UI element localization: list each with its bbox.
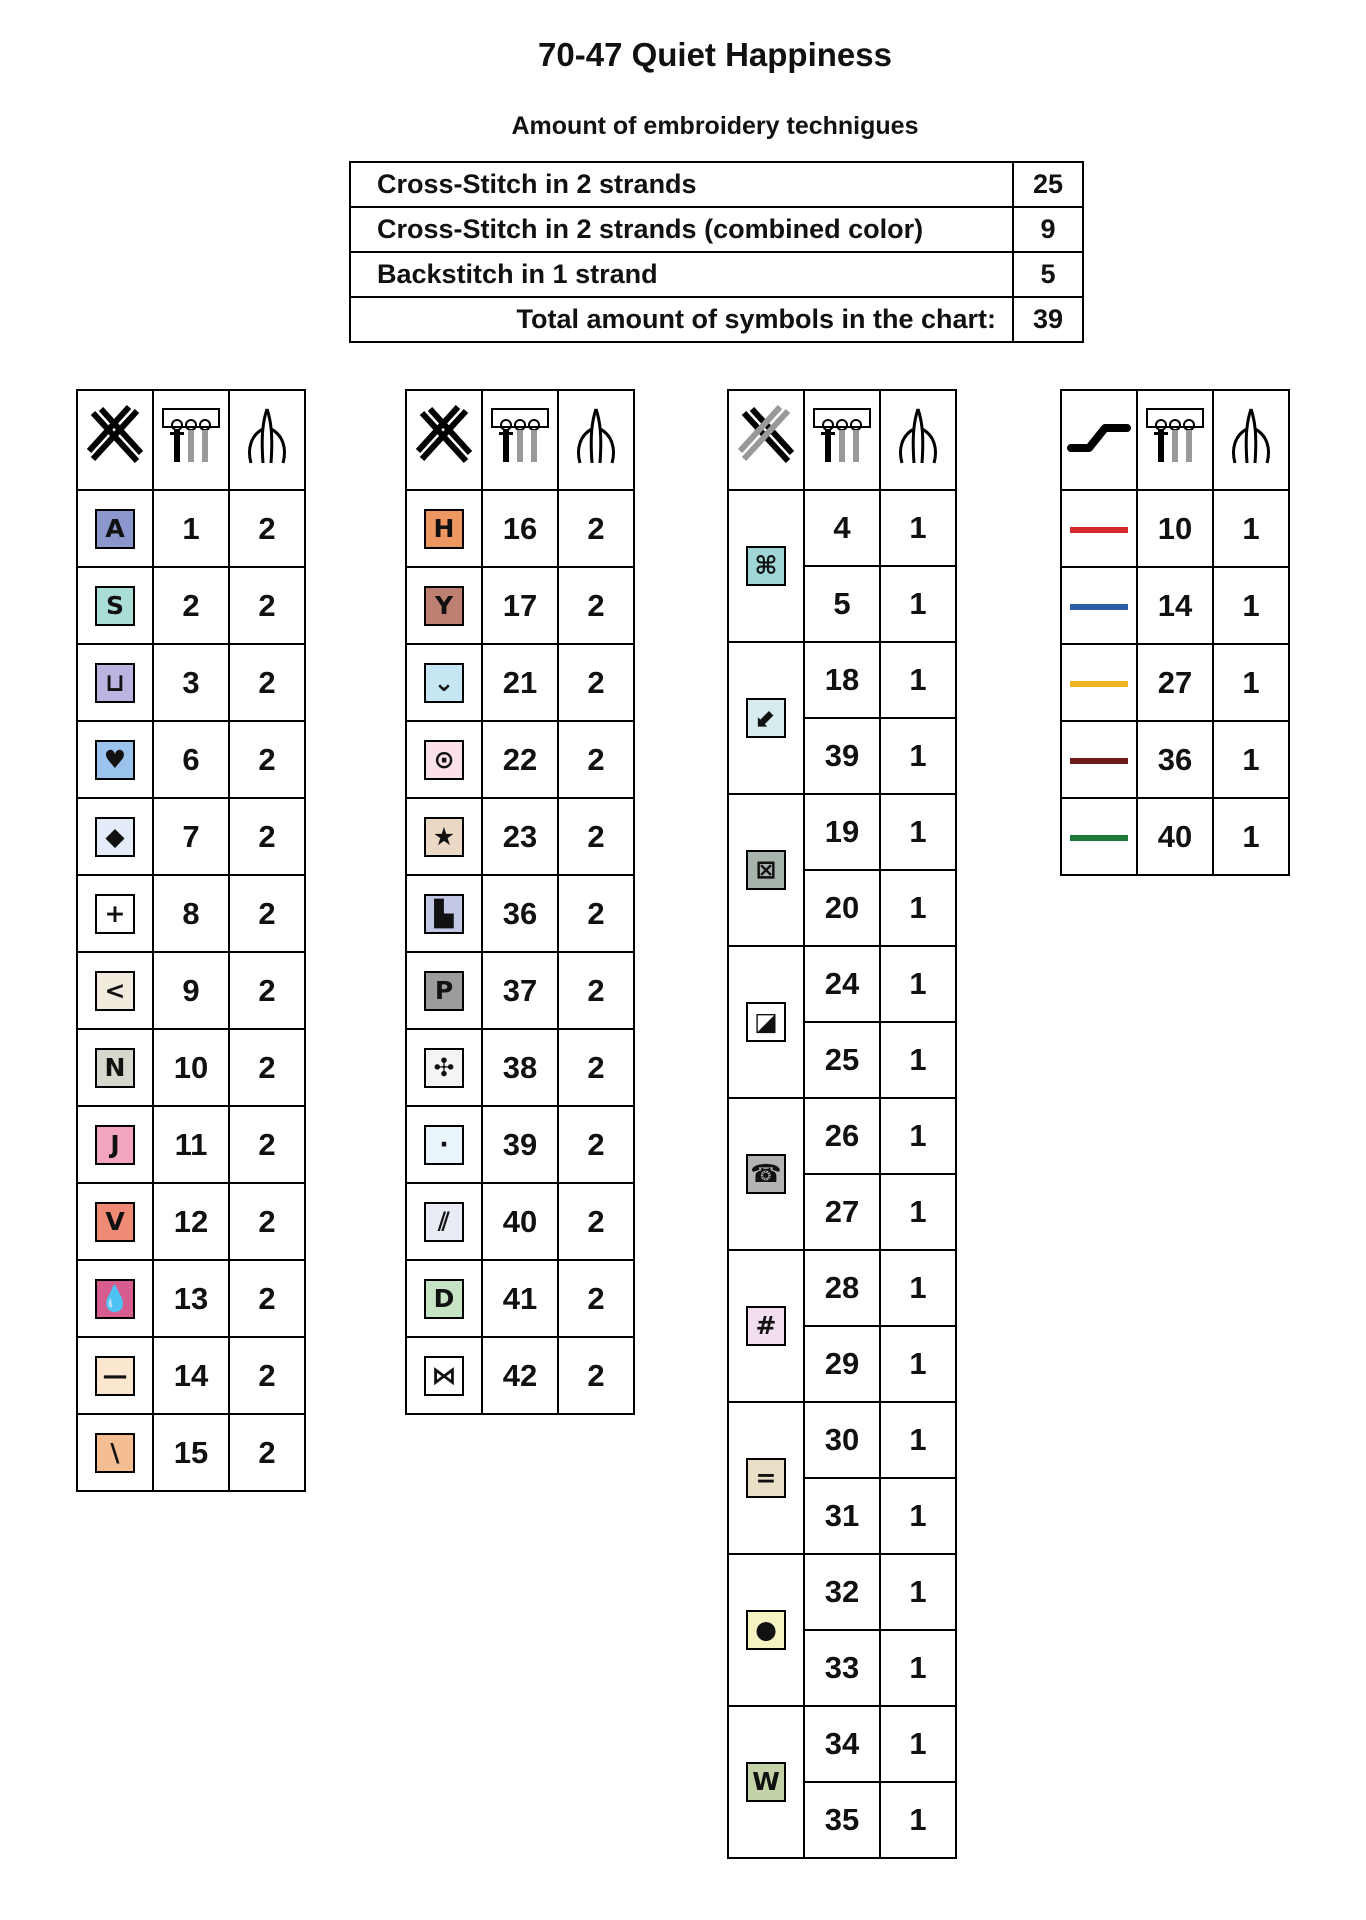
- symbol-cell: [77, 1106, 153, 1183]
- key-header-row: [77, 390, 305, 490]
- backstitch-line: [1070, 758, 1128, 764]
- color-number: 40: [482, 1183, 558, 1260]
- key-row: [77, 875, 305, 952]
- symbol-cell: [77, 1414, 153, 1491]
- strand-count: 1: [880, 1326, 956, 1402]
- strand-count: 1: [880, 1174, 956, 1250]
- chart-symbol: 💧: [95, 1279, 135, 1319]
- color-number: 33: [804, 1630, 880, 1706]
- symbol-cell: [77, 875, 153, 952]
- strand-count: 1: [880, 1250, 956, 1326]
- floss-threads-icon: [160, 405, 222, 475]
- color-number: 28: [804, 1250, 880, 1326]
- chart-symbol: ⬋: [746, 698, 786, 738]
- cross-stitch-icon: [416, 405, 472, 475]
- chart-symbol: ⊙: [424, 740, 464, 780]
- chart-symbol: #: [746, 1306, 786, 1346]
- color-number: 27: [804, 1174, 880, 1250]
- key-row: [406, 721, 634, 798]
- chart-symbol: ⌄: [424, 663, 464, 703]
- color-number: 25: [804, 1022, 880, 1098]
- color-number: 6: [153, 721, 229, 798]
- symbol-cell: [1061, 644, 1137, 721]
- color-number: 12: [153, 1183, 229, 1260]
- backstitch-icon-header: [1061, 390, 1137, 490]
- strand-count: 2: [229, 1183, 305, 1260]
- symbol-cell: [1061, 490, 1137, 567]
- chart-symbol: ✣: [424, 1048, 464, 1088]
- strand-count: 1: [880, 1022, 956, 1098]
- key-row: [406, 875, 634, 952]
- combined-color-key-table: [727, 389, 957, 1859]
- chart-symbol: A: [95, 509, 135, 549]
- symbol-cell: [406, 952, 482, 1029]
- floss-threads-icon-header: [482, 390, 558, 490]
- key-header-row: [406, 390, 634, 490]
- color-number: 26: [804, 1098, 880, 1174]
- symbol-cell: [77, 1183, 153, 1260]
- key-row: [728, 1402, 956, 1478]
- color-number: 32: [804, 1554, 880, 1630]
- key-row: [406, 1260, 634, 1337]
- chart-symbol: ⊠: [746, 850, 786, 890]
- color-number: 39: [482, 1106, 558, 1183]
- strand-count: 1: [880, 1782, 956, 1858]
- chart-symbol: ☎: [746, 1154, 786, 1194]
- symbol-cell: [728, 490, 804, 642]
- strand-count: 2: [229, 1106, 305, 1183]
- key-row: [728, 1554, 956, 1630]
- chart-symbol: ⊔: [95, 663, 135, 703]
- chart-symbol: ·: [424, 1125, 464, 1165]
- strand-count: 1: [880, 1402, 956, 1478]
- key-header-row: [1061, 390, 1289, 490]
- color-number: 13: [153, 1260, 229, 1337]
- color-number: 10: [153, 1029, 229, 1106]
- strand-count: 1: [880, 718, 956, 794]
- color-number: 27: [1137, 644, 1213, 721]
- strand-count: 2: [229, 1337, 305, 1414]
- key-row: [406, 1183, 634, 1260]
- chart-symbol: ⫽: [424, 1202, 464, 1242]
- symbol-cell: [728, 946, 804, 1098]
- key-row: [728, 1706, 956, 1782]
- strand-count: 1: [880, 642, 956, 718]
- color-number: 39: [804, 718, 880, 794]
- color-number: 42: [482, 1337, 558, 1414]
- strand-count: 2: [229, 490, 305, 567]
- chart-symbol: ⋈: [424, 1356, 464, 1396]
- key-row: [77, 567, 305, 644]
- cross-stitch-key-table-1: [76, 389, 306, 1492]
- strand-count: 1: [1213, 490, 1289, 567]
- floss-threads-icon: [811, 405, 873, 475]
- strand-count: 1: [880, 1554, 956, 1630]
- symbol-cell: [406, 1260, 482, 1337]
- strand-count: 2: [558, 1029, 634, 1106]
- symbol-cell: [406, 1029, 482, 1106]
- chart-symbol: S: [95, 586, 135, 626]
- strand-count: 1: [880, 1706, 956, 1782]
- needle-icon: [572, 405, 620, 475]
- strand-count: 2: [558, 952, 634, 1029]
- summary-row: [350, 162, 1083, 207]
- color-number: 36: [1137, 721, 1213, 798]
- chart-symbol: \: [95, 1433, 135, 1473]
- key-header-row: [728, 390, 956, 490]
- symbol-cell: [406, 798, 482, 875]
- backstitch-line: [1070, 835, 1128, 841]
- floss-threads-icon: [489, 405, 551, 475]
- page-title: 70-47 Quiet Happiness: [538, 36, 892, 73]
- cross-stitch-icon: [87, 405, 143, 475]
- symbol-cell: [406, 644, 482, 721]
- symbol-cell: [728, 1402, 804, 1554]
- strand-count: 2: [558, 567, 634, 644]
- floss-threads-icon-header: [153, 390, 229, 490]
- symbol-cell: [77, 721, 153, 798]
- summary-heading: Amount of embroidery technigues: [511, 112, 919, 140]
- color-number: 31: [804, 1478, 880, 1554]
- cross-stitch-icon: [738, 405, 794, 475]
- needle-icon-header: [558, 390, 634, 490]
- color-number: 3: [153, 644, 229, 721]
- strand-count: 2: [229, 875, 305, 952]
- key-row: [406, 490, 634, 567]
- cross-stitch-icon-header: [77, 390, 153, 490]
- color-number: 9: [153, 952, 229, 1029]
- key-row: [728, 490, 956, 566]
- strand-count: 2: [558, 721, 634, 798]
- strand-count: 1: [880, 1630, 956, 1706]
- strand-count: 1: [880, 794, 956, 870]
- color-number: 21: [482, 644, 558, 721]
- strand-count: 1: [880, 490, 956, 566]
- color-number: 18: [804, 642, 880, 718]
- symbol-cell: [77, 567, 153, 644]
- summary-label: Backstitch in 1 strand: [350, 252, 1013, 297]
- summary-row: [350, 252, 1083, 297]
- summary-value: 9: [1013, 207, 1083, 252]
- key-row: [406, 567, 634, 644]
- needle-icon-header: [1213, 390, 1289, 490]
- summary-value: 25: [1013, 162, 1083, 207]
- key-row: [1061, 567, 1289, 644]
- color-number: 22: [482, 721, 558, 798]
- chart-symbol: ◪: [746, 1002, 786, 1042]
- color-number: 15: [153, 1414, 229, 1491]
- key-row: [77, 952, 305, 1029]
- color-number: 19: [804, 794, 880, 870]
- strand-count: 1: [880, 1098, 956, 1174]
- key-row: [1061, 798, 1289, 875]
- strand-count: 2: [229, 798, 305, 875]
- symbol-cell: [406, 1106, 482, 1183]
- strand-count: 1: [1213, 798, 1289, 875]
- key-row: [1061, 721, 1289, 798]
- color-number: 11: [153, 1106, 229, 1183]
- symbol-cell: [406, 490, 482, 567]
- strand-count: 2: [558, 798, 634, 875]
- key-row: [406, 1106, 634, 1183]
- color-number: 41: [482, 1260, 558, 1337]
- color-number: 2: [153, 567, 229, 644]
- key-row: [1061, 490, 1289, 567]
- strand-count: 2: [229, 567, 305, 644]
- strand-count: 2: [229, 721, 305, 798]
- chart-symbol: ●: [746, 1610, 786, 1650]
- chart-symbol: H: [424, 509, 464, 549]
- key-row: [77, 1029, 305, 1106]
- color-number: 35: [804, 1782, 880, 1858]
- strand-count: 2: [558, 1106, 634, 1183]
- symbol-cell: [728, 1250, 804, 1402]
- key-row: [77, 798, 305, 875]
- color-number: 23: [482, 798, 558, 875]
- key-row: [406, 1337, 634, 1414]
- color-number: 4: [804, 490, 880, 566]
- color-number: 24: [804, 946, 880, 1022]
- needle-icon-header: [880, 390, 956, 490]
- symbol-cell: [77, 1260, 153, 1337]
- symbol-cell: [728, 642, 804, 794]
- technique-summary-table: [349, 161, 1084, 343]
- chart-symbol: N: [95, 1048, 135, 1088]
- strand-count: 1: [880, 566, 956, 642]
- key-row: [406, 1029, 634, 1106]
- backstitch-icon: [1067, 416, 1131, 464]
- backstitch-line: [1070, 527, 1128, 533]
- chart-symbol: ⌘: [746, 546, 786, 586]
- color-number: 5: [804, 566, 880, 642]
- chart-symbol: +: [95, 894, 135, 934]
- strand-count: 1: [880, 870, 956, 946]
- symbol-cell: [77, 952, 153, 1029]
- key-row: [728, 794, 956, 870]
- symbol-cell: [1061, 567, 1137, 644]
- key-row: [77, 1260, 305, 1337]
- symbol-cell: [406, 1183, 482, 1260]
- color-number: 17: [482, 567, 558, 644]
- color-number: 1: [153, 490, 229, 567]
- chart-symbol: ▙: [424, 894, 464, 934]
- strand-count: 2: [558, 1337, 634, 1414]
- key-row: [728, 946, 956, 1022]
- symbol-cell: [1061, 721, 1137, 798]
- strand-count: 2: [229, 1414, 305, 1491]
- needle-icon: [894, 405, 942, 475]
- strand-count: 2: [229, 1029, 305, 1106]
- symbol-cell: [728, 1098, 804, 1250]
- backstitch-line: [1070, 604, 1128, 610]
- summary-label: Cross-Stitch in 2 strands: [350, 162, 1013, 207]
- chart-symbol: D: [424, 1279, 464, 1319]
- strand-count: 1: [1213, 567, 1289, 644]
- strand-count: 2: [558, 490, 634, 567]
- strand-count: 2: [558, 1183, 634, 1260]
- symbol-cell: [77, 798, 153, 875]
- color-number: 10: [1137, 490, 1213, 567]
- symbol-cell: [77, 490, 153, 567]
- symbol-cell: [406, 567, 482, 644]
- strand-count: 2: [558, 644, 634, 721]
- symbol-cell: [1061, 798, 1137, 875]
- floss-threads-icon-header: [804, 390, 880, 490]
- symbol-cell: [77, 1337, 153, 1414]
- chart-symbol: W: [746, 1762, 786, 1802]
- strand-count: 2: [229, 1260, 305, 1337]
- summary-row: [350, 207, 1083, 252]
- symbol-cell: [77, 1029, 153, 1106]
- summary-total-label: Total amount of symbols in the chart:: [350, 297, 1013, 342]
- key-row: [728, 642, 956, 718]
- key-row: [728, 1250, 956, 1326]
- key-row: [77, 490, 305, 567]
- key-row: [406, 644, 634, 721]
- chart-symbol: Y: [424, 586, 464, 626]
- strand-count: 2: [229, 952, 305, 1029]
- summary-label: Cross-Stitch in 2 strands (combined color): [350, 207, 1013, 252]
- strand-count: 1: [880, 1478, 956, 1554]
- symbol-cell: [406, 875, 482, 952]
- floss-threads-icon-header: [1137, 390, 1213, 490]
- color-number: 37: [482, 952, 558, 1029]
- color-number: 14: [153, 1337, 229, 1414]
- key-row: [77, 1337, 305, 1414]
- color-number: 16: [482, 490, 558, 567]
- symbol-cell: [728, 1554, 804, 1706]
- color-number: 8: [153, 875, 229, 952]
- chart-symbol: ◆: [95, 817, 135, 857]
- symbol-cell: [728, 1706, 804, 1858]
- summary-total-value: 39: [1013, 297, 1083, 342]
- chart-symbol: V: [95, 1202, 135, 1242]
- chart-symbol: ♥: [95, 740, 135, 780]
- color-number: 7: [153, 798, 229, 875]
- key-row: [406, 798, 634, 875]
- symbol-cell: [406, 721, 482, 798]
- color-number: 30: [804, 1402, 880, 1478]
- backstitch-key-table: [1060, 389, 1290, 876]
- chart-symbol: <: [95, 971, 135, 1011]
- key-row: [406, 952, 634, 1029]
- key-row: [77, 1414, 305, 1491]
- key-row: [77, 1183, 305, 1260]
- color-number: 29: [804, 1326, 880, 1402]
- needle-icon: [1227, 405, 1275, 475]
- color-number: 38: [482, 1029, 558, 1106]
- strand-count: 2: [229, 644, 305, 721]
- cross-stitch-icon-header: [406, 390, 482, 490]
- strand-count: 1: [1213, 721, 1289, 798]
- chart-symbol: ★: [424, 817, 464, 857]
- strand-count: 1: [1213, 644, 1289, 721]
- color-number: 40: [1137, 798, 1213, 875]
- symbol-cell: [728, 794, 804, 946]
- strand-count: 2: [558, 1260, 634, 1337]
- cross-stitch-key-table-2: [405, 389, 635, 1415]
- color-number: 14: [1137, 567, 1213, 644]
- chart-symbol: —: [95, 1356, 135, 1396]
- symbol-cell: [77, 644, 153, 721]
- strand-count: 2: [558, 875, 634, 952]
- strand-count: 1: [880, 946, 956, 1022]
- chart-symbol: =: [746, 1458, 786, 1498]
- summary-total-row: [350, 297, 1083, 342]
- chart-symbol: P: [424, 971, 464, 1011]
- color-number: 34: [804, 1706, 880, 1782]
- color-number: 36: [482, 875, 558, 952]
- key-row: [77, 721, 305, 798]
- symbol-cell: [406, 1337, 482, 1414]
- key-row: [1061, 644, 1289, 721]
- key-row: [728, 1098, 956, 1174]
- needle-icon: [243, 405, 291, 475]
- chart-symbol: J: [95, 1125, 135, 1165]
- backstitch-line: [1070, 681, 1128, 687]
- needle-icon-header: [229, 390, 305, 490]
- key-row: [77, 1106, 305, 1183]
- color-number: 20: [804, 870, 880, 946]
- cross-stitch-icon-header: [728, 390, 804, 490]
- key-row: [77, 644, 305, 721]
- summary-value: 5: [1013, 252, 1083, 297]
- floss-threads-icon: [1144, 405, 1206, 475]
